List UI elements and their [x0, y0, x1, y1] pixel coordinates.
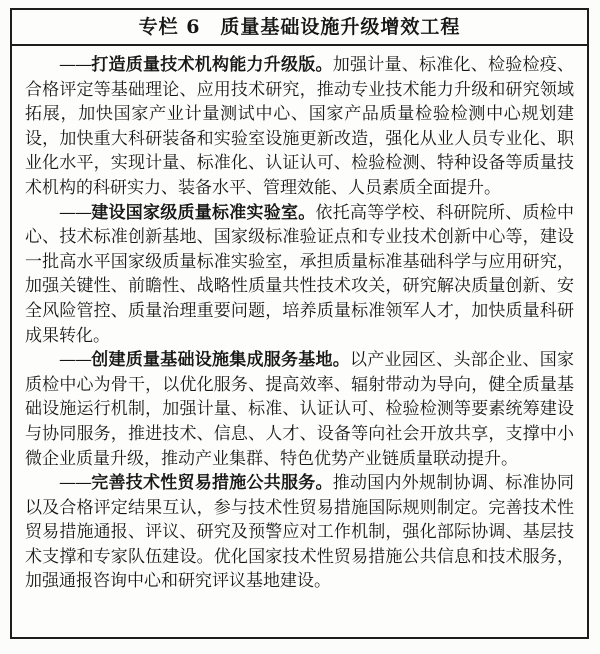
em-dash: ——	[59, 473, 91, 494]
paragraph-lead: 建设国家级质量标准实验室。	[91, 202, 316, 223]
column-box	[10, 8, 589, 639]
paragraph-lead: 完善技术性贸易措施公共服务。	[91, 473, 333, 494]
paragraph-text: 以产业园区、头部企业、国家质检中心为骨干，以优化服务、提高效率、辐射带动为导向，健全质量基础设施运行机制，加强计量、标准、认证认可、检验检测等要素统筹建设与协同服务，推进技术、信息、人才、设备等向社会开放共享，支撑中小微企业质量升级，推动产业集群、特色优势产业链质量联动提升。	[25, 350, 574, 469]
paragraph-text: 依托高等学校、科研院所、质检中心、技术标准创新基地、国家级标准验证点和专业技术创新中心等，建设一批高水平国家级质量标准实验室，承担质量标准基础科学与应用研究，加强关键性、前瞻性、战略性质量共性技术攻关，研究解决质量创新、安全风险管控、质量治理重要问题，培养质量标准领军人才，加快质量科研成果转化。	[25, 202, 574, 346]
em-dash: ——	[59, 55, 91, 75]
paragraph-quality-tech-institutions	[25, 53, 574, 201]
paragraph-technical-trade-measures	[25, 471, 574, 594]
column-body	[12, 46, 587, 600]
paragraph-national-quality-labs	[25, 201, 574, 349]
paragraph-lead: 创建质量基础设施集成服务基地。	[91, 350, 350, 371]
em-dash: ——	[59, 350, 91, 371]
paragraph-text: 推动国内外规制协调、标准协同以及合格评定结果互认，参与技术性贸易措施国际规则制定。完善技术性贸易措施通报、评议、研究及预警应对工作机制，强化部际协调、基层技术支撑和专家队伍建设。优化国家技术性贸易措施公共信息和技术服务，加强通报咨询中心和研究评议基地建设。	[25, 473, 574, 592]
em-dash: ——	[59, 202, 91, 223]
paragraph-integrated-service-bases	[25, 348, 574, 471]
column-title: 专栏 6 质量基础设施升级增效工程	[138, 15, 461, 38]
paragraph-lead: 打造质量技术机构能力升级版。	[91, 55, 333, 75]
paragraph-text: 加强计量、标准化、检验检疫、合格评定等基础理论、应用技术研究，推动专业技术能力升级和研究领域拓展，加快国家产业计量测试中心、国家产品质量检验检测中心规划建设，加快重大科研装备和实验室设施更新改造，强化从业人员专业化、职业化水平，实现计量、标准化、认证认可、检验检测、特种设备等质量技术机构的科研实力、装备水平、管理效能、人员素质全面提升。	[25, 55, 574, 198]
column-title-band	[12, 10, 587, 46]
